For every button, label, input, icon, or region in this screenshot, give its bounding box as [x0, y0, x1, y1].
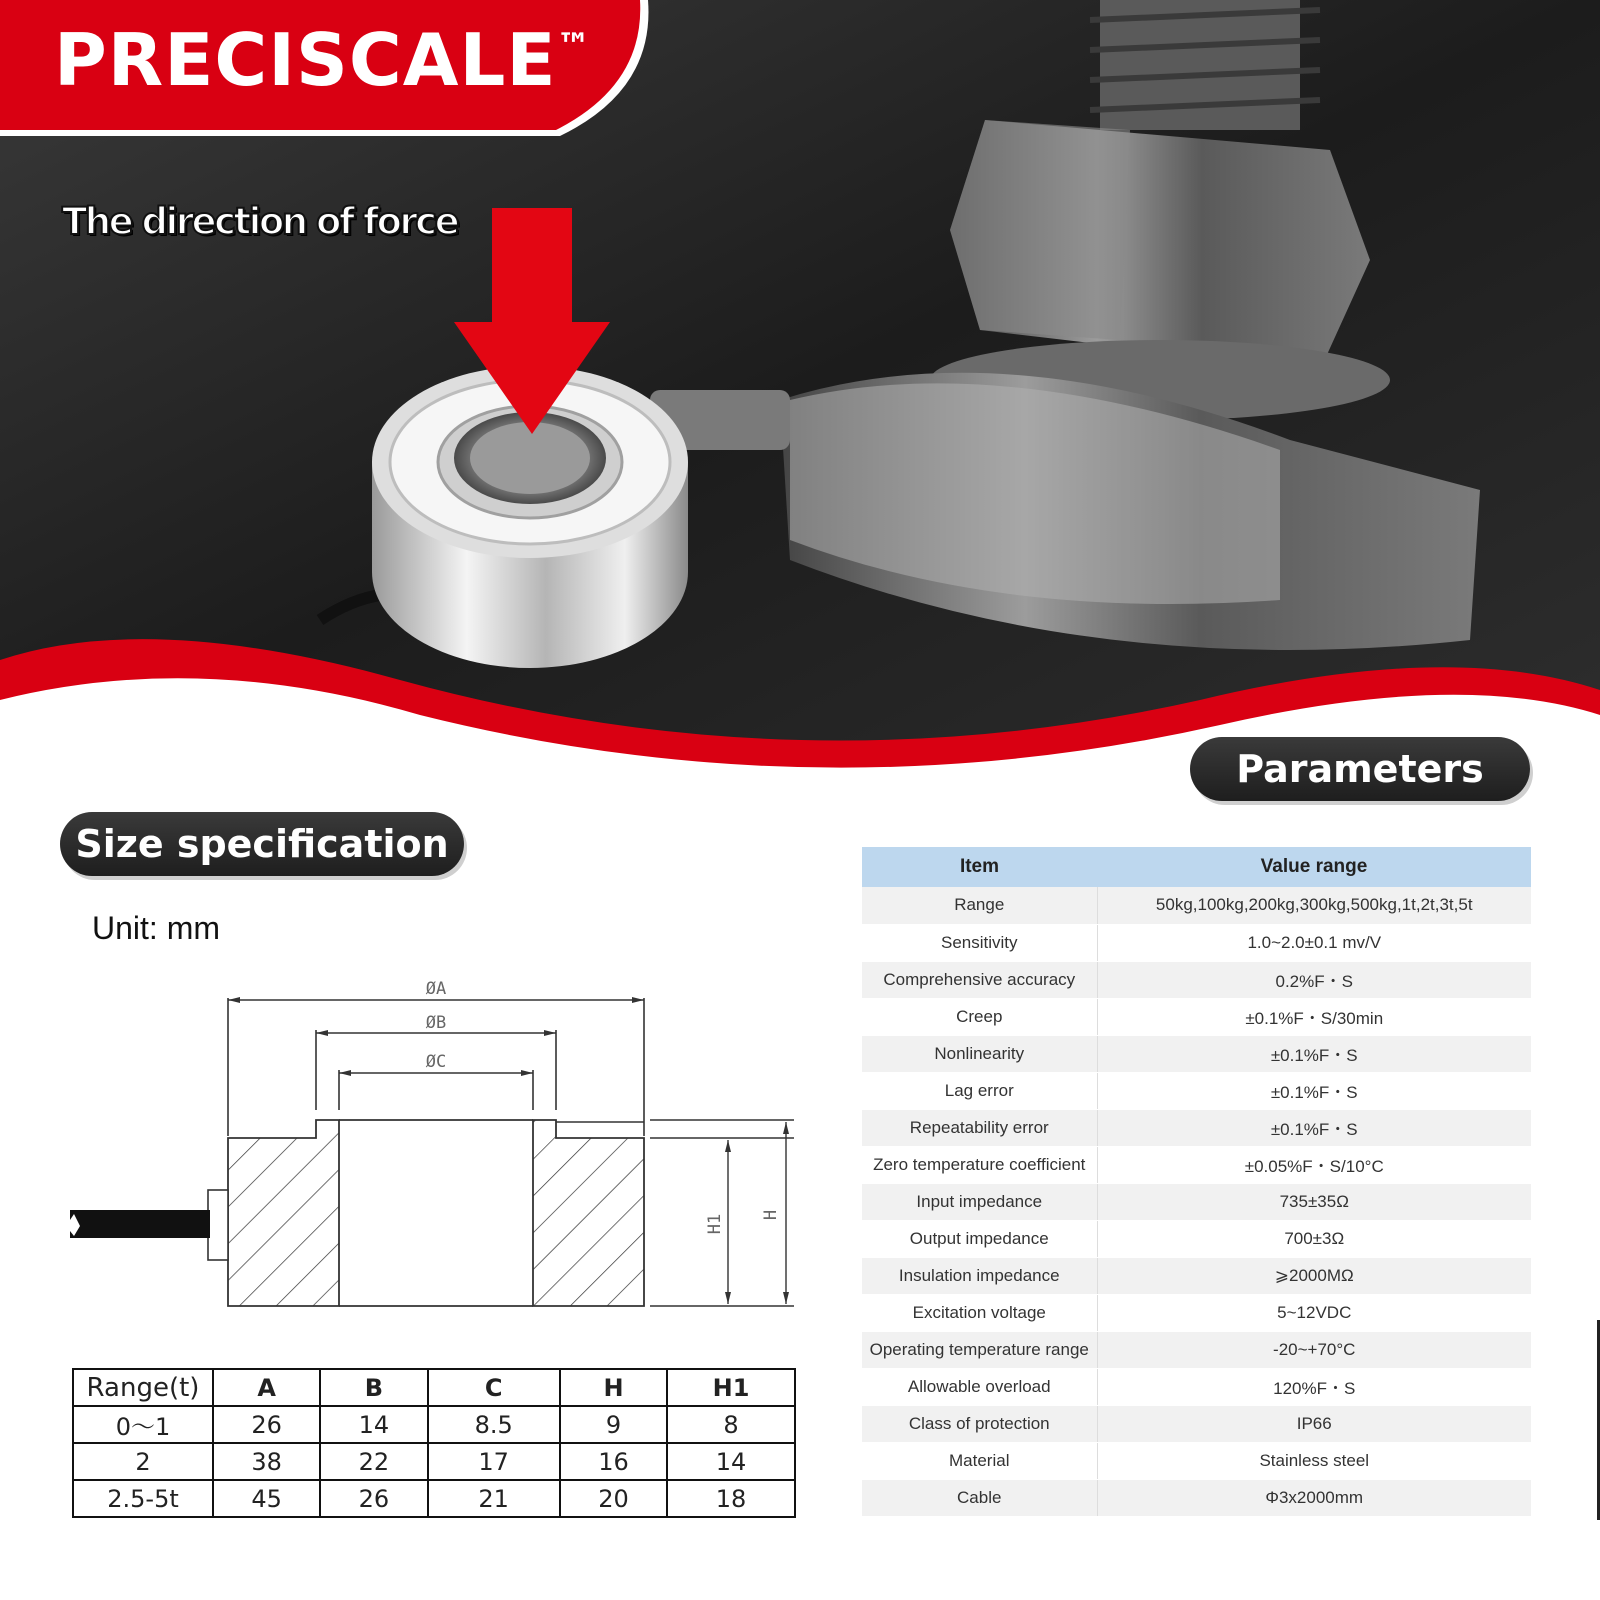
parameter-item: Insulation impedance	[862, 1257, 1097, 1294]
size-table-header: C	[428, 1369, 560, 1406]
parameters-title: Parameters	[1190, 737, 1530, 801]
parameter-value: 50kg,100kg,200kg,300kg,500kg,1t,2t,3t,5t	[1097, 887, 1531, 924]
size-table-cell: 26	[213, 1406, 320, 1443]
parameter-item: Range	[862, 887, 1097, 924]
dimension-diagram	[60, 970, 800, 1310]
parameter-row	[862, 887, 1531, 924]
size-table-header: A	[213, 1369, 320, 1406]
dimension-label-h: H	[761, 1209, 781, 1221]
parameter-item: Lag error	[862, 1072, 1097, 1109]
parameter-item: Repeatability error	[862, 1109, 1097, 1146]
parameter-row	[862, 924, 1531, 961]
parameter-row	[862, 961, 1531, 998]
parameters-header-item: Item	[862, 847, 1097, 887]
parameter-row	[862, 1072, 1531, 1109]
size-table-cell: 26	[320, 1480, 427, 1517]
parameter-row	[862, 1294, 1531, 1331]
size-table-header: B	[320, 1369, 427, 1406]
parameter-value: 1.0~2.0±0.1 mv/V	[1097, 924, 1531, 961]
size-table-cell: 14	[320, 1406, 427, 1443]
size-specification-title: Size specification	[60, 812, 464, 876]
parameter-row	[862, 1405, 1531, 1442]
parameter-item: Operating temperature range	[862, 1331, 1097, 1368]
size-table-cell: 38	[213, 1443, 320, 1480]
size-table-row	[73, 1443, 795, 1480]
parameter-item: Excitation voltage	[862, 1294, 1097, 1331]
parameter-value: ±0.1%F・S	[1097, 1109, 1531, 1146]
size-table-cell: 45	[213, 1480, 320, 1517]
size-table-header: H1	[667, 1369, 795, 1406]
load-cell-product-image	[300, 200, 720, 700]
brand-name: PRECISCALE	[54, 18, 557, 102]
parameter-item: Nonlinearity	[862, 1035, 1097, 1072]
size-table-cell: 21	[428, 1480, 560, 1517]
force-direction-label: The direction of force	[62, 200, 458, 243]
size-table-cell: 2.5-5t	[73, 1480, 213, 1517]
dimension-label-h1: H1	[705, 1213, 725, 1235]
parameter-item: Cable	[862, 1479, 1097, 1516]
parameter-value: Stainless steel	[1097, 1442, 1531, 1479]
size-table-row	[73, 1406, 795, 1443]
size-table-cell: 8.5	[428, 1406, 560, 1443]
size-table-row	[73, 1480, 795, 1517]
size-table-cell: 8	[667, 1406, 795, 1443]
parameters-header-value: Value range	[1097, 847, 1531, 887]
parameter-item: Input impedance	[862, 1183, 1097, 1220]
parameter-item: Creep	[862, 998, 1097, 1035]
dimension-label-c: ØC	[425, 1052, 447, 1072]
parameter-value: 120%F・S	[1097, 1368, 1531, 1405]
size-table-cell: 0～1	[73, 1406, 213, 1443]
size-table-header: Range(t)	[73, 1369, 213, 1406]
parameter-row	[862, 1109, 1531, 1146]
parameter-value: ±0.1%F・S	[1097, 1072, 1531, 1109]
parameter-item: Sensitivity	[862, 924, 1097, 961]
parameter-value: ⩾2000MΩ	[1097, 1257, 1531, 1294]
parameter-value: 0.2%F・S	[1097, 961, 1531, 998]
dimension-label-b: ØB	[425, 1013, 447, 1033]
size-table-cell: 14	[667, 1443, 795, 1480]
parameter-value: 5~12VDC	[1097, 1294, 1531, 1331]
size-table-cell: 17	[428, 1443, 560, 1480]
parameter-row	[862, 1146, 1531, 1183]
parameter-value: ±0.05%F・S/10°C	[1097, 1146, 1531, 1183]
parameter-row	[862, 1442, 1531, 1479]
parameter-item: Output impedance	[862, 1220, 1097, 1257]
parameters-header-row	[862, 847, 1531, 887]
parameter-row	[862, 1479, 1531, 1516]
hero-banner	[0, 0, 1600, 780]
size-table-cell: 18	[667, 1480, 795, 1517]
size-table-header: H	[560, 1369, 667, 1406]
parameter-row	[862, 1220, 1531, 1257]
unit-label: Unit: mm	[92, 910, 220, 946]
parameter-item: Allowable overload	[862, 1368, 1097, 1405]
parameter-value: -20~+70°C	[1097, 1331, 1531, 1368]
parameter-value: Φ3x2000mm	[1097, 1479, 1531, 1516]
size-table-cell: 22	[320, 1443, 427, 1480]
parameter-item: Class of protection	[862, 1405, 1097, 1442]
parameter-value: 700±3Ω	[1097, 1220, 1531, 1257]
size-table	[72, 1368, 796, 1518]
size-table-cell: 16	[560, 1443, 667, 1480]
parameter-row	[862, 1035, 1531, 1072]
size-table-cell: 2	[73, 1443, 213, 1480]
parameter-row	[862, 1331, 1531, 1368]
parameters-table	[862, 847, 1531, 1517]
size-table-cell: 9	[560, 1406, 667, 1443]
trademark-symbol: ™	[556, 26, 592, 66]
parameter-value: 735±35Ω	[1097, 1183, 1531, 1220]
parameter-item: Comprehensive accuracy	[862, 961, 1097, 998]
parameter-row	[862, 998, 1531, 1035]
size-table-cell: 20	[560, 1480, 667, 1517]
parameter-item: Material	[862, 1442, 1097, 1479]
parameter-row	[862, 1183, 1531, 1220]
parameter-item: Zero temperature coefficient	[862, 1146, 1097, 1183]
parameter-row	[862, 1257, 1531, 1294]
parameter-value: ±0.1%F・S	[1097, 1035, 1531, 1072]
dimension-label-a: ØA	[425, 979, 447, 999]
parameter-value: IP66	[1097, 1405, 1531, 1442]
brand-logo	[54, 18, 592, 102]
parameter-value: ±0.1%F・S/30min	[1097, 998, 1531, 1035]
parameter-row	[862, 1368, 1531, 1405]
size-table-header-row	[73, 1369, 795, 1406]
